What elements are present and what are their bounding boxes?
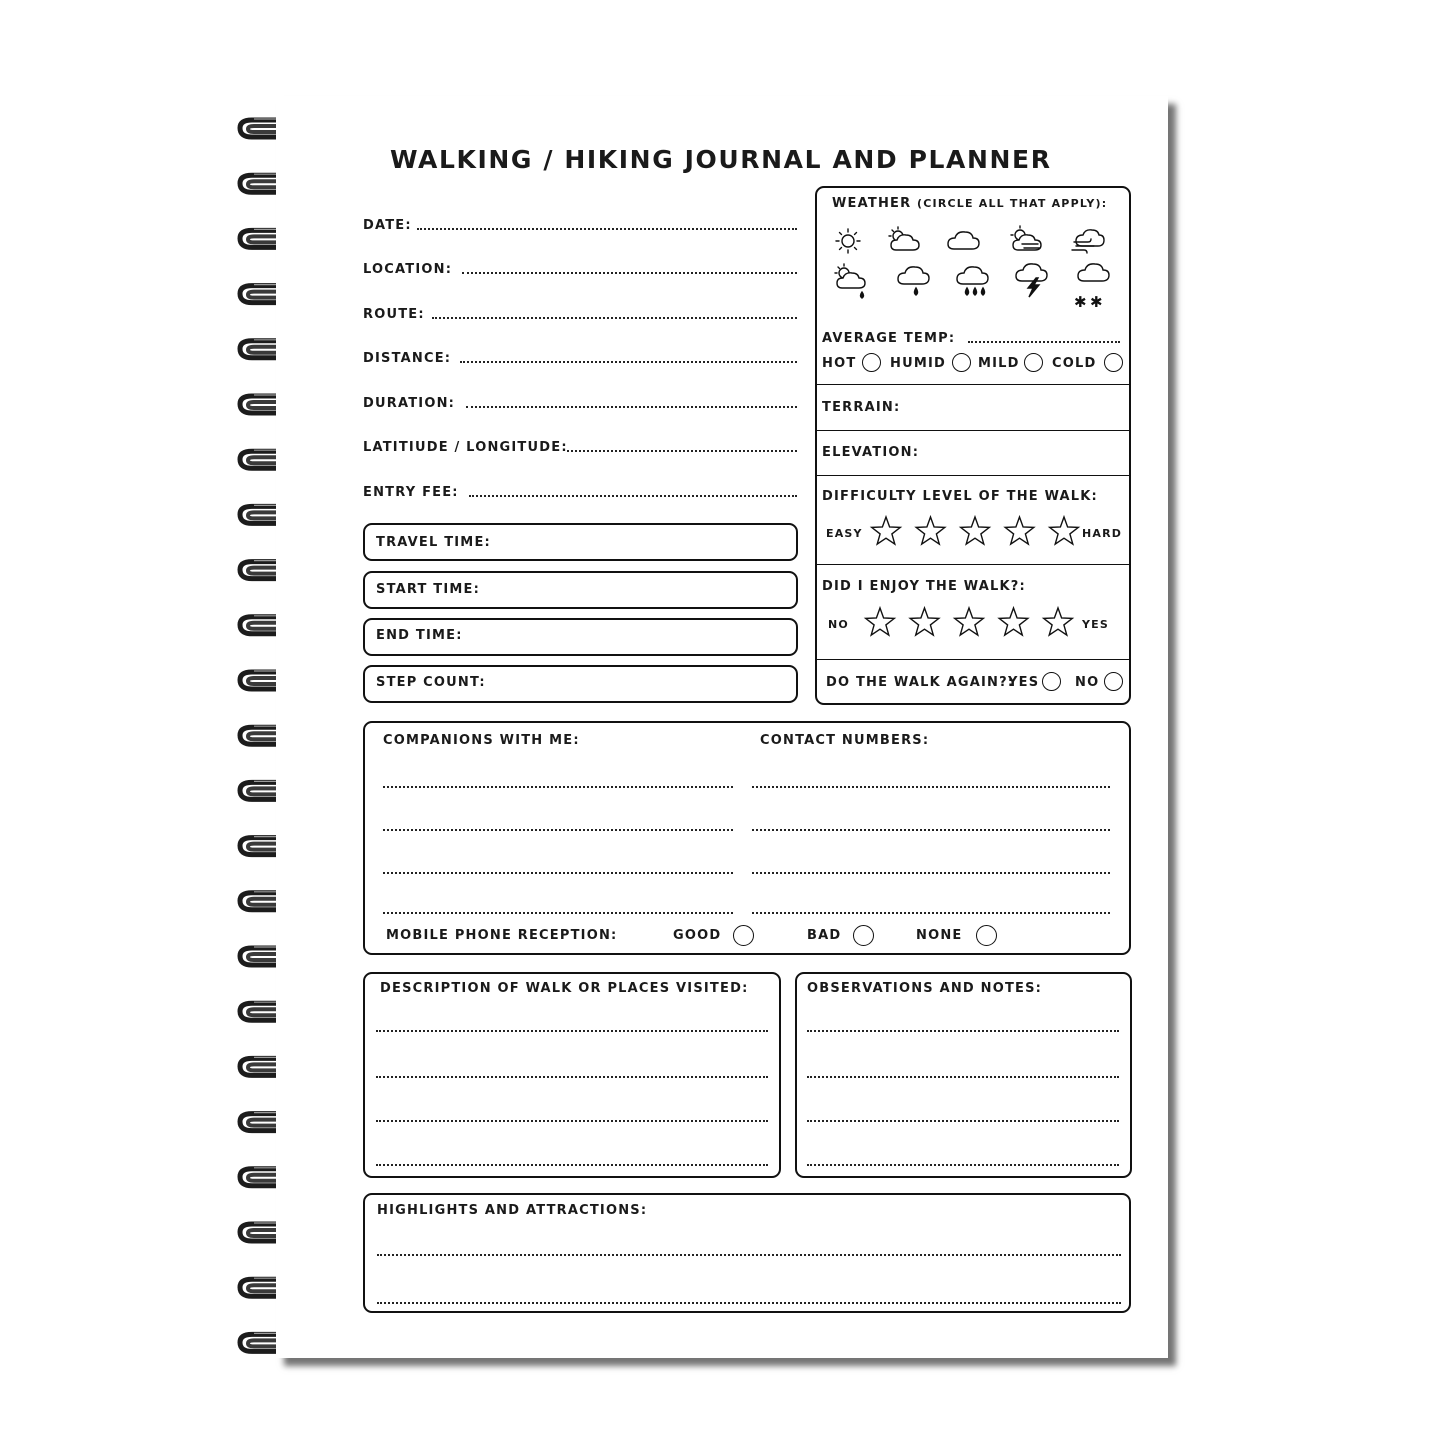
highlights-label: HIGHLIGHTS AND ATTRACTIONS: [377,1203,648,1218]
enjoy-no-label: NO [828,618,849,631]
drizzle-icon[interactable] [898,267,929,295]
temp-mild-label: MILD [978,356,1020,371]
heavy-rain-icon[interactable] [957,267,988,295]
enjoy-star-icon[interactable] [999,608,1028,635]
description-box [363,972,781,1178]
reception-label: MOBILE PHONE RECEPTION: [386,928,618,943]
observation-line[interactable] [807,1030,1119,1032]
companion-line[interactable] [383,829,733,831]
reception-bad-radio[interactable] [853,925,874,946]
observations-label: OBSERVATIONS AND NOTES: [807,981,1043,996]
contact-line[interactable] [752,786,1110,788]
walk-again-yes-label: YES [1008,675,1040,690]
terrain-field[interactable]: TERRAIN: [822,400,901,415]
temp-hot-radio[interactable] [862,353,881,372]
wind-cloud-icon[interactable] [1011,226,1041,250]
reception-bad-label: BAD [807,928,842,943]
snowflake-icon: ✱ [1074,293,1087,311]
difficulty-hard-label: HARD [1082,527,1123,540]
thunder-icon[interactable] [1016,264,1047,297]
enjoy-star-icon[interactable] [1044,608,1073,635]
companions-label: COMPANIONS WITH ME: [383,733,580,748]
description-line[interactable] [376,1076,768,1078]
reception-none-radio[interactable] [976,925,997,946]
difficulty-star-icon[interactable] [916,517,945,544]
enjoy-star-icon[interactable] [955,608,984,635]
walk-again-label: DO THE WALK AGAIN?: [826,675,1015,690]
weather-label: WEATHER (CIRCLE ALL THAT APPLY): [832,196,1108,211]
difficulty-star-icon[interactable] [1050,517,1079,544]
svg-text:✱: ✱ [1090,293,1103,311]
snow-icon[interactable] [1078,264,1109,281]
enjoy-star-icon[interactable] [910,608,939,635]
highlight-line[interactable] [377,1302,1121,1304]
description-line[interactable] [376,1164,768,1166]
companion-line[interactable] [383,786,733,788]
observation-line[interactable] [807,1164,1119,1166]
observation-line[interactable] [807,1120,1119,1122]
difficulty-star-icon[interactable] [961,517,990,544]
companion-line[interactable] [383,912,733,914]
walk-again-no-label: NO [1075,675,1100,690]
observations-box [795,972,1132,1178]
enjoy-rating[interactable] [862,606,1074,640]
elevation-field[interactable]: ELEVATION: [822,445,920,460]
temp-cold-radio[interactable] [1104,353,1123,372]
difficulty-star-icon[interactable] [1005,517,1034,544]
end-time-box[interactable]: END TIME: [363,618,798,656]
walk-again-no-radio[interactable] [1104,672,1123,691]
contact-line[interactable] [752,872,1110,874]
reception-none-label: NONE [916,928,963,943]
start-time-box[interactable]: START TIME: [363,571,798,609]
difficulty-rating[interactable] [868,515,1080,549]
weather-icons [828,222,1118,312]
observation-line[interactable] [807,1076,1119,1078]
difficulty-easy-label: EASY [826,527,863,540]
temp-hot-label: HOT [822,356,857,371]
temp-mild-radio[interactable] [1024,353,1043,372]
walk-again-yes-radio[interactable] [1042,672,1061,691]
contact-line[interactable] [752,829,1110,831]
sun-cloud-icon[interactable] [889,227,919,250]
difficulty-star-icon[interactable] [872,517,901,544]
enjoy-yes-label: YES [1082,618,1110,631]
travel-time-box[interactable]: TRAVEL TIME: [363,523,798,561]
cloud-icon[interactable] [948,232,979,249]
description-line[interactable] [376,1120,768,1122]
temp-cold-label: COLD [1052,356,1097,371]
temp-humid-radio[interactable] [952,353,971,372]
windy-icon[interactable] [1072,230,1104,253]
companions-box [363,721,1131,955]
sun-icon[interactable] [836,229,860,253]
difficulty-label: DIFFICULTY LEVEL OF THE WALK: [822,489,1098,504]
description-label: DESCRIPTION OF WALK OR PLACES VISITED: [380,981,749,996]
average-temp-label: AVERAGE TEMP: [822,331,956,346]
sun-rain-icon[interactable] [835,264,865,298]
enjoy-star-icon[interactable] [866,608,895,635]
page-title: WALKING / HIKING JOURNAL AND PLANNER [390,145,1052,174]
enjoy-label: DID I ENJOY THE WALK?: [822,579,1026,594]
description-line[interactable] [376,1030,768,1032]
step-count-box[interactable]: STEP COUNT: [363,665,798,703]
temp-humid-label: HUMID [890,356,947,371]
contact-line[interactable] [752,912,1110,914]
reception-good-label: GOOD [673,928,722,943]
reception-good-radio[interactable] [733,925,754,946]
highlight-line[interactable] [377,1254,1121,1256]
companion-line[interactable] [383,872,733,874]
contact-numbers-label: CONTACT NUMBERS: [760,733,930,748]
